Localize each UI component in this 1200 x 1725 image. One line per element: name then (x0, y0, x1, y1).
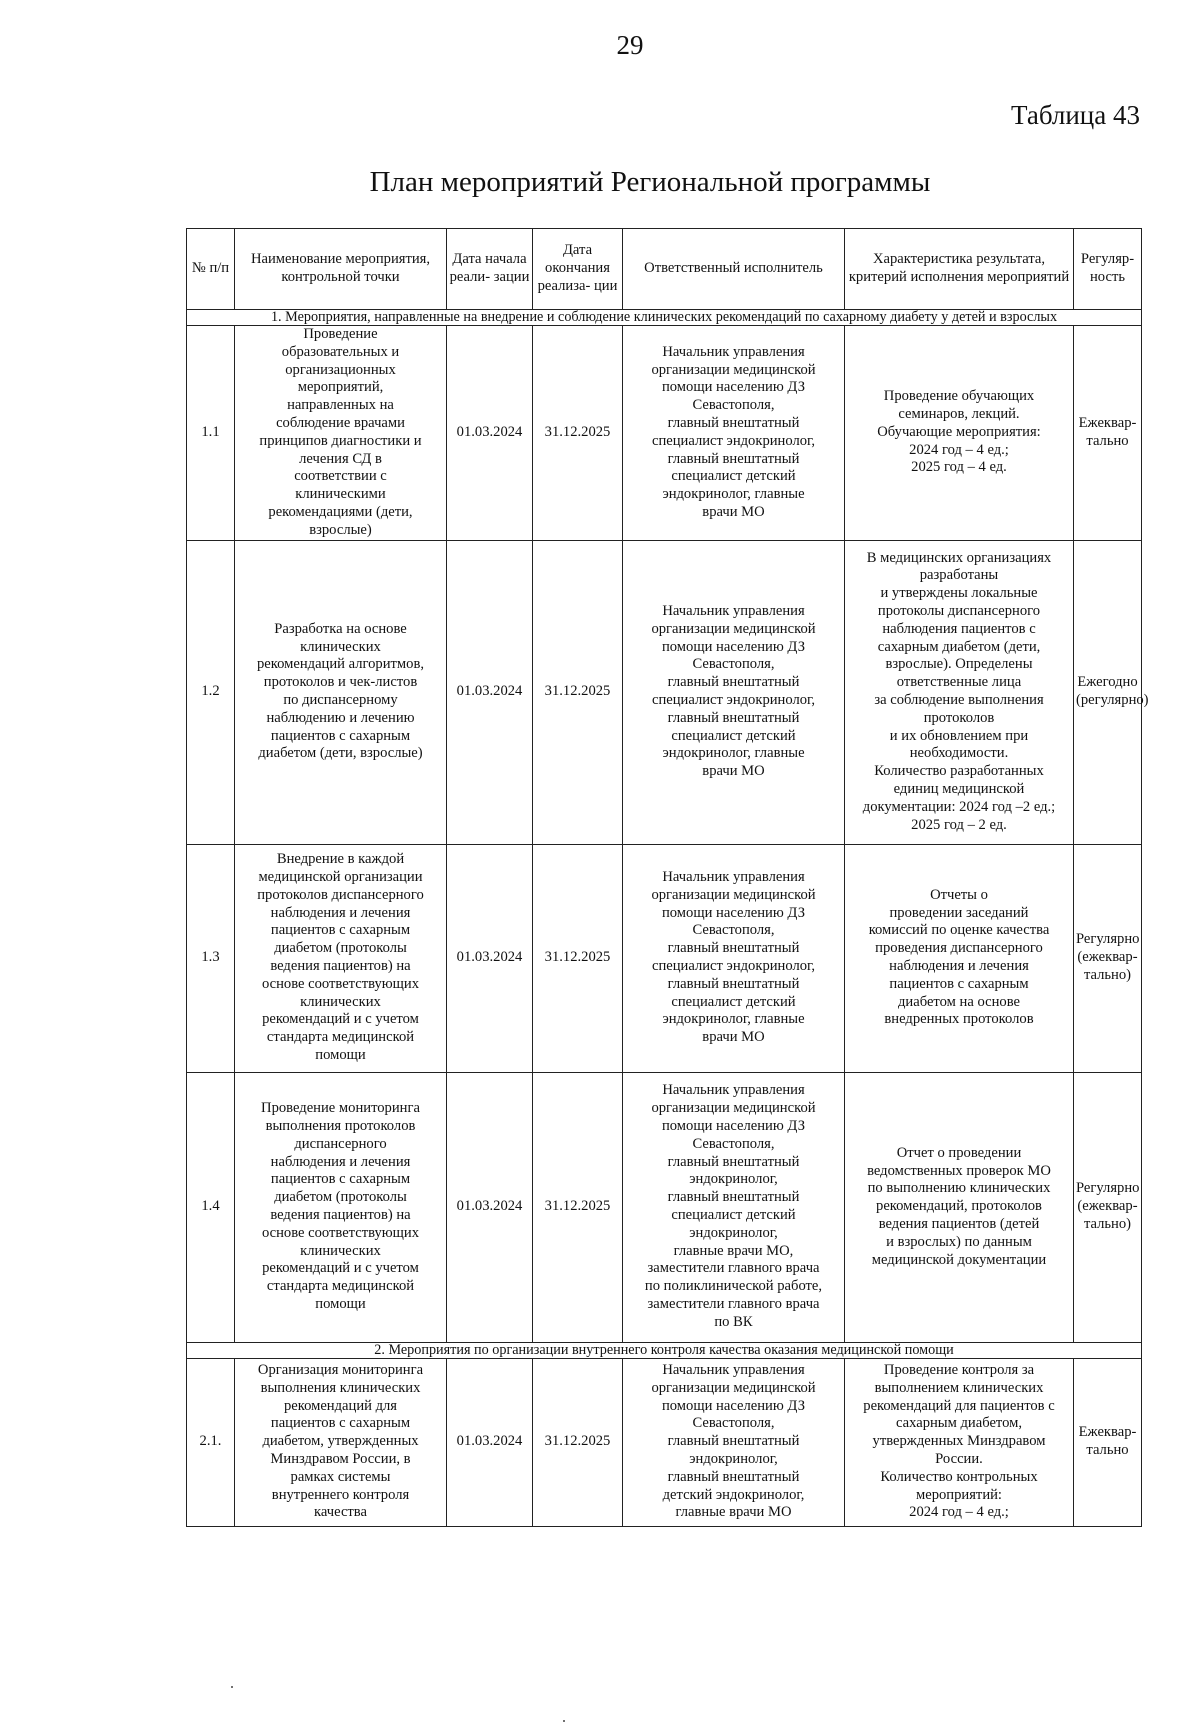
header-regularity: Регуляр- ность (1074, 229, 1142, 310)
header-result: Характеристика результата, критерий исполнения мероприятий (845, 229, 1074, 310)
row-number: 1.4 (187, 1072, 235, 1342)
scan-speck (231, 1686, 233, 1688)
row-name: Проведение образовательных и организационных мероприятий, направленных на соблюдение врачами принципов диагностики и лечения СД в соответствии с клиническими рекомендациями (дети, взрослые) (235, 326, 447, 541)
row-start-date: 01.03.2024 (447, 540, 533, 844)
table-row (187, 844, 1142, 1072)
document-title: План мероприятий Региональной программы (369, 166, 931, 198)
row-name: Внедрение в каждой медицинской организации протоколов диспансерного наблюдения и лечения пациентов с сахарным диабетом (протоколы ведения пациентов) на основе соответствующих клинических рекомендаций и с учетом стандарта медицинской помощи (235, 844, 447, 1072)
row-result: Отчет о проведении ведомственных проверок МО по выполнению клинических рекомендаций, протоколов ведения пациентов (детей и взрослых) по данным медицинской документации (845, 1072, 1074, 1342)
row-start-date: 01.03.2024 (447, 844, 533, 1072)
row-name: Проведение мониторинга выполнения протоколов диспансерного наблюдения и лечения пациентов с сахарным диабетом (протоколы ведения пациентов) на основе соответствующих клинических рекомендаций и с учетом стандарта медицинской помощи (235, 1072, 447, 1342)
row-result: Отчеты о проведении заседаний комиссий по оценке качества проведения диспансерного наблюдения и лечения пациентов с сахарным диабетом на основе внедренных протоколов (845, 844, 1074, 1072)
row-end-date: 31.12.2025 (533, 326, 623, 541)
row-number: 1.2 (187, 540, 235, 844)
row-regularity: Ежеквар- тально (1074, 326, 1142, 541)
row-number: 2.1. (187, 1358, 235, 1526)
row-end-date: 31.12.2025 (533, 1358, 623, 1526)
section-title: 1. Мероприятия, направленные на внедрение и соблюдение клинических рекомендаций по сахарному диабету у детей и взрослых (187, 310, 1142, 326)
row-end-date: 31.12.2025 (533, 1072, 623, 1342)
header-executor: Ответственный исполнитель (623, 229, 845, 310)
header-name: Наименование мероприятия, контрольной точки (235, 229, 447, 310)
table-row (187, 540, 1142, 844)
row-start-date: 01.03.2024 (447, 1358, 533, 1526)
row-regularity: Регулярно (ежеквар- тально) (1074, 844, 1142, 1072)
row-start-date: 01.03.2024 (447, 1072, 533, 1342)
row-result: В медицинских организациях разработаны и утверждены локальные протоколы диспансерного наблюдения пациентов с сахарным диабетом (дети, взрослые). Определены ответственные лица за соблюдение выполнения протоколов и их обновлением при необходимости. Количество разработанных единиц медицинской документации: 2024 год –2 ед.; 2025 год – 2 ед. (845, 540, 1074, 844)
scan-speck (563, 1720, 565, 1722)
page-number: 29 (616, 30, 644, 60)
table-header (187, 229, 1142, 310)
row-executor: Начальник управления организации медицинской помощи населению ДЗ Севастополя, главный внештатный специалист эндокринолог, главный внештатный специалист детский эндокринолог, главные врачи МО (623, 844, 845, 1072)
section-row (187, 1342, 1142, 1358)
row-executor: Начальник управления организации медицинской помощи населению ДЗ Севастополя, главный внештатный эндокринолог, главный внештатный специалист детский эндокринолог, главные врачи МО, заместители главного врача по поликлинической работе, заместители главного врача по ВК (623, 1072, 845, 1342)
table-body (187, 309, 1149, 1527)
header-end-date: Дата окончания реализа- ции (533, 229, 623, 310)
table-row (187, 1072, 1142, 1342)
row-regularity: Ежеквар- тально (1074, 1358, 1142, 1526)
row-name: Разработка на основе клинических рекомендаций алгоритмов, протоколов и чек-листов по диспансерному наблюдению и лечению пациентов с сахарным диабетом (дети, взрослые) (235, 540, 447, 844)
row-number: 1.3 (187, 844, 235, 1072)
row-start-date: 01.03.2024 (447, 326, 533, 541)
row-executor: Начальник управления организации медицинской помощи населению ДЗ Севастополя, главный внештатный специалист эндокринолог, главный внештатный специалист детский эндокринолог, главные врачи МО (623, 540, 845, 844)
table-label: Таблица 43 (1011, 100, 1140, 130)
header-number: № п/п (187, 229, 235, 310)
row-end-date: 31.12.2025 (533, 844, 623, 1072)
section-row (187, 310, 1142, 326)
row-end-date: 31.12.2025 (533, 540, 623, 844)
row-result: Проведение обучающих семинаров, лекций. Обучающие мероприятия: 2024 год – 4 ед.; 2025 год – 4 ед. (845, 326, 1074, 541)
row-number: 1.1 (187, 326, 235, 541)
header-start-date: Дата начала реали- зации (447, 229, 533, 310)
row-regularity: Регулярно (ежеквар- тально) (1074, 1072, 1142, 1342)
plan-table (186, 228, 1149, 1527)
table-row (187, 326, 1142, 541)
row-executor: Начальник управления организации медицинской помощи населению ДЗ Севастополя, главный внештатный эндокринолог, главный внештатный детский эндокринолог, главные врачи МО (623, 1358, 845, 1526)
section-title: 2. Мероприятия по организации внутреннего контроля качества оказания медицинской помощи (187, 1342, 1142, 1358)
row-executor: Начальник управления организации медицинской помощи населению ДЗ Севастополя, главный внештатный специалист эндокринолог, главный внештатный специалист детский эндокринолог, главные врачи МО (623, 326, 845, 541)
table-row (187, 1358, 1142, 1526)
row-name: Организация мониторинга выполнения клинических рекомендаций для пациентов с сахарным диабетом, утвержденных Минздравом России, в рамках системы внутреннего контроля качества (235, 1358, 447, 1526)
row-regularity: Ежегодно (регулярно) (1074, 540, 1142, 844)
row-result: Проведение контроля за выполнением клинических рекомендаций для пациентов с сахарным диабетом, утвержденных Минздравом России. Количество контрольных мероприятий: 2024 год – 4 ед.; (845, 1358, 1074, 1526)
